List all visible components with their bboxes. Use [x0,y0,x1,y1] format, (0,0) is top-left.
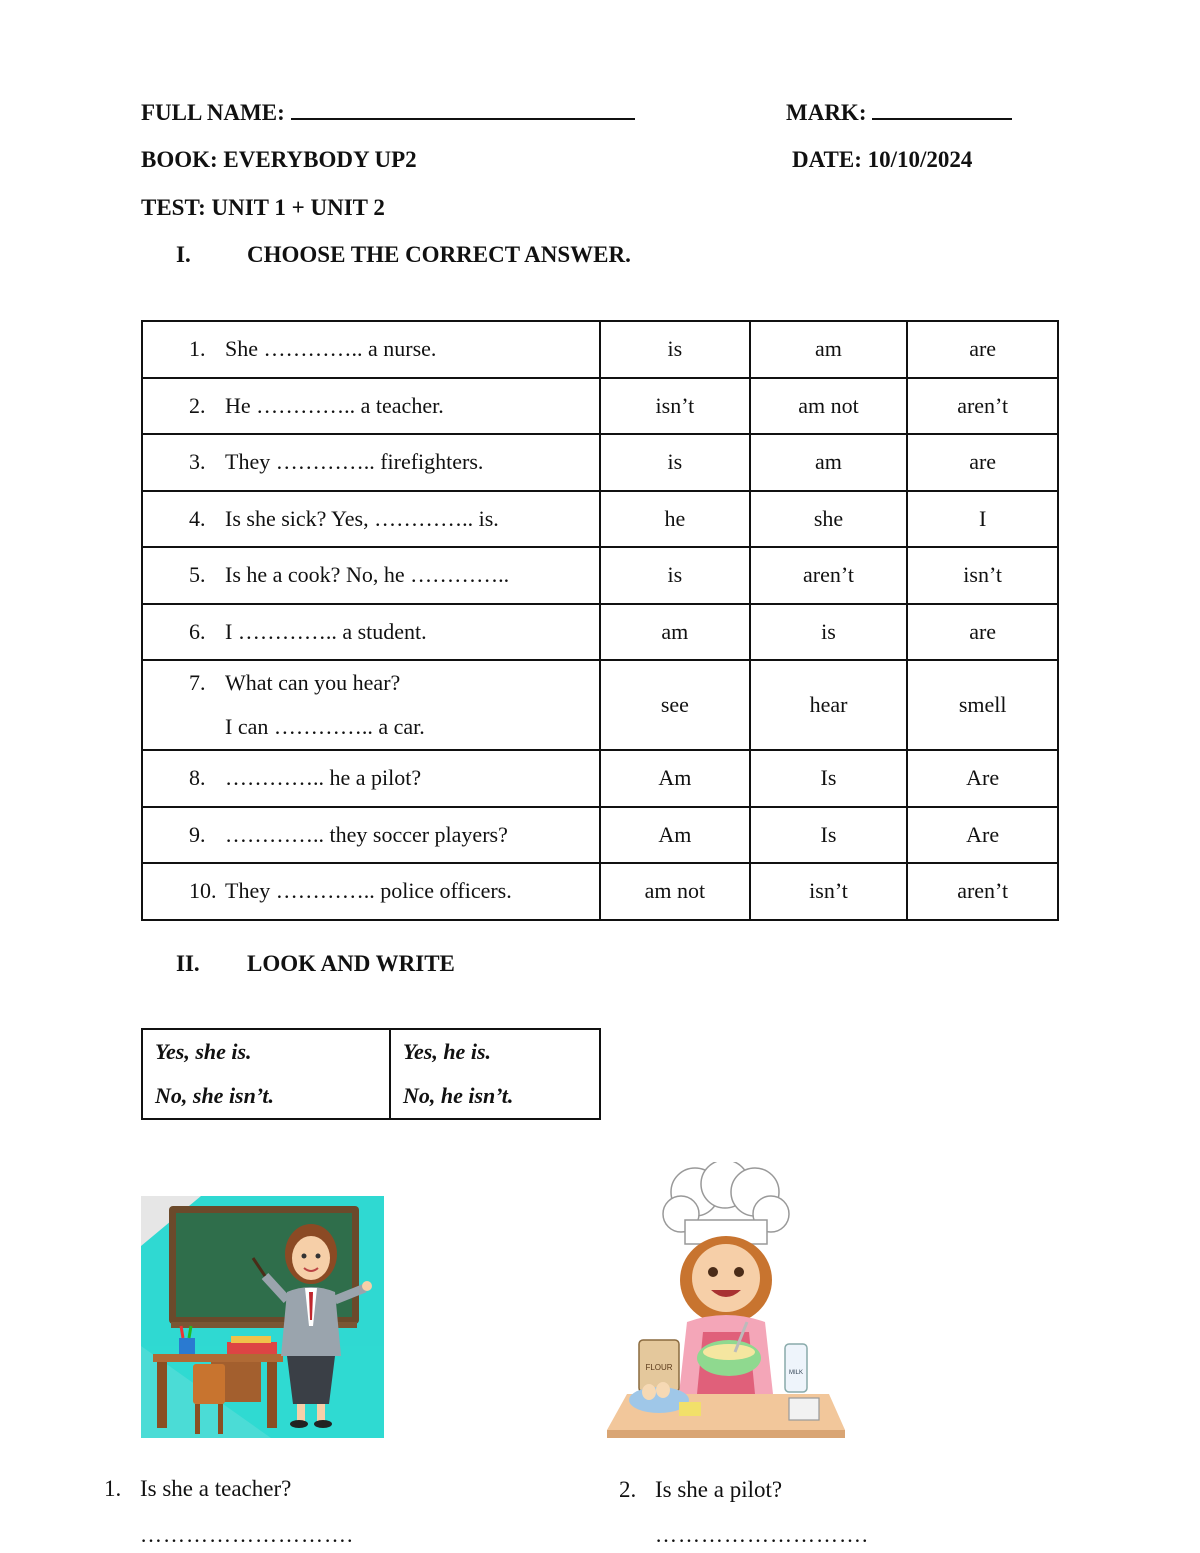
mark-row [786,100,1012,126]
question-number: 5. [189,562,206,588]
section2-title: LOOK AND WRITE [247,951,455,976]
question-text: Is he a cook? No, he ………….. [225,562,510,588]
question-cell [142,547,600,604]
question-row [142,434,1058,491]
question-cell [142,660,600,750]
option-c[interactable]: aren’t [907,863,1058,920]
she-no-answer: No, she isn’t. [155,1083,274,1108]
section2-number: II. [176,951,200,976]
question-cell [142,321,600,378]
question-text: ………….. he a pilot? [225,765,422,791]
look-write-number: 1. [104,1476,122,1501]
section1-number: I. [176,242,191,267]
option-b[interactable]: Is [750,807,908,864]
she-yes-answer: Yes, she is. [155,1039,252,1064]
option-b[interactable]: am [750,434,908,491]
question-text: He ………….. a teacher. [225,392,444,418]
option-b[interactable]: Is [750,750,908,807]
baker-illustration [607,1162,845,1440]
question-number: 9. [189,821,206,847]
question-number: 3. [189,449,206,475]
question-text-line2: I can ………….. a car. [225,714,425,739]
option-a[interactable]: is [600,547,750,604]
question-cell [142,863,600,920]
question-row [142,321,1058,378]
he-no-answer: No, he isn’t. [403,1083,514,1108]
question-text: They ………….. police officers. [225,878,512,904]
option-a[interactable]: Am [600,750,750,807]
option-c[interactable]: smell [907,660,1058,750]
he-answers-cell [390,1029,600,1119]
question-row [142,491,1058,548]
he-yes-answer: Yes, he is. [403,1039,491,1064]
question-text: Is she sick? Yes, ………….. is. [225,505,499,531]
option-c[interactable]: aren’t [907,378,1058,435]
answer-key-box [141,1028,601,1120]
question-row [142,660,1058,750]
question-cell [142,378,600,435]
question-row [142,807,1058,864]
option-c[interactable]: Are [907,750,1058,807]
option-b[interactable]: is [750,604,908,661]
milk-label: MILK [788,1370,804,1376]
mark-field[interactable] [872,100,1012,120]
look-write-question: Is she a pilot? [655,1477,783,1502]
option-a[interactable]: is [600,434,750,491]
option-b[interactable]: aren’t [750,547,908,604]
question-number: 7. [189,670,206,695]
question-cell [142,434,600,491]
look-write-question-1 [104,1476,291,1502]
full-name-field[interactable] [291,100,635,120]
she-answers-cell [142,1029,390,1119]
option-a[interactable]: Am [600,807,750,864]
mark-label: MARK: [786,100,867,125]
question-number: 10. [189,878,217,904]
question-number: 1. [189,336,206,362]
question-cell [142,604,600,661]
option-b[interactable]: isn’t [750,863,908,920]
answer-blank-2[interactable]: ………………………. [655,1522,869,1547]
test-units: TEST: UNIT 1 + UNIT 2 [141,195,385,220]
option-a[interactable]: is [600,321,750,378]
question-row [142,863,1058,920]
option-a[interactable]: am [600,604,750,661]
test-date: DATE: 10/10/2024 [792,147,973,172]
question-row [142,378,1058,435]
question-text: She ………….. a nurse. [225,336,437,362]
question-number: 2. [189,392,206,418]
option-a[interactable]: isn’t [600,378,750,435]
option-c[interactable]: are [907,434,1058,491]
question-text: I ………….. a student. [225,618,427,644]
question-text: What can you hear? [225,670,401,695]
look-write-number: 2. [619,1477,637,1502]
option-c[interactable]: isn’t [907,547,1058,604]
full-name-row [141,100,635,126]
question-cell [142,807,600,864]
section1-title: CHOOSE THE CORRECT ANSWER. [247,242,631,267]
look-write-question: Is she a teacher? [140,1476,292,1501]
full-name-label: FULL NAME: [141,100,285,125]
question-cell [142,491,600,548]
option-b[interactable]: she [750,491,908,548]
choice-table [141,320,1059,921]
option-a[interactable]: am not [600,863,750,920]
option-c[interactable]: I [907,491,1058,548]
option-c[interactable]: are [907,604,1058,661]
question-number: 8. [189,765,206,791]
option-c[interactable]: Are [907,807,1058,864]
question-row [142,604,1058,661]
teacher-illustration [141,1196,384,1438]
question-row [142,750,1058,807]
question-cell [142,750,600,807]
option-c[interactable]: are [907,321,1058,378]
question-text: ………….. they soccer players? [225,821,508,847]
question-number: 4. [189,505,206,531]
question-text: They ………….. firefighters. [225,449,484,475]
flour-label: FLOUR [645,1363,673,1372]
option-b[interactable]: hear [750,660,908,750]
option-a[interactable]: see [600,660,750,750]
option-b[interactable]: am [750,321,908,378]
question-number: 6. [189,618,206,644]
book-title: BOOK: EVERYBODY UP2 [141,147,417,172]
option-b[interactable]: am not [750,378,908,435]
question-row [142,547,1058,604]
answer-blank-1[interactable]: ………………………. [140,1522,354,1547]
look-write-question-2 [619,1477,782,1503]
option-a[interactable]: he [600,491,750,548]
